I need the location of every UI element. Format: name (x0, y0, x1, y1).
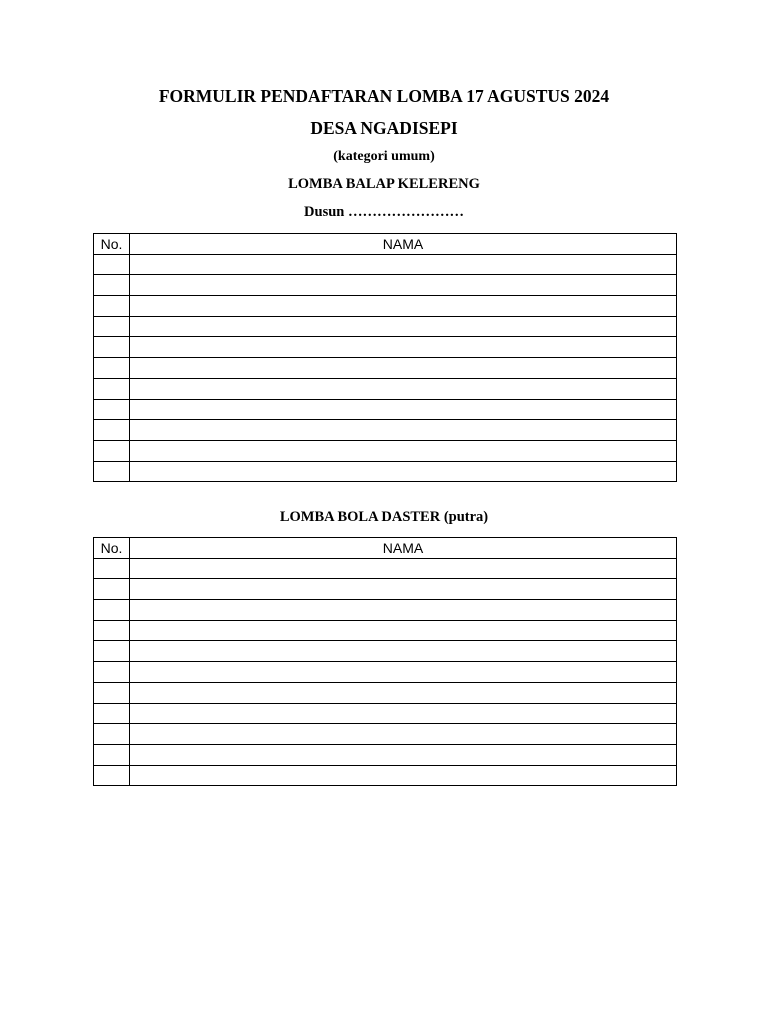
row-name-cell[interactable] (130, 724, 677, 745)
table-row (94, 620, 677, 641)
row-name-cell[interactable] (130, 337, 677, 358)
row-number-cell[interactable] (94, 744, 130, 765)
table-row (94, 399, 677, 420)
row-name-cell[interactable] (130, 600, 677, 621)
table-row (94, 724, 677, 745)
row-number-cell[interactable] (94, 662, 130, 683)
row-name-cell[interactable] (130, 358, 677, 379)
table-row (94, 662, 677, 683)
row-number-cell[interactable] (94, 461, 130, 482)
row-number-cell[interactable] (94, 358, 130, 379)
row-name-cell[interactable] (130, 296, 677, 317)
row-number-cell[interactable] (94, 724, 130, 745)
row-number-cell[interactable] (94, 399, 130, 420)
row-number-cell[interactable] (94, 765, 130, 786)
row-name-cell[interactable] (130, 378, 677, 399)
column-header-name: NAMA (130, 538, 677, 559)
row-name-cell[interactable] (130, 461, 677, 482)
table-row (94, 461, 677, 482)
table-row (94, 316, 677, 337)
row-number-cell[interactable] (94, 440, 130, 461)
category-label: (kategori umum) (333, 149, 435, 164)
row-number-cell[interactable] (94, 558, 130, 579)
table-row (94, 744, 677, 765)
row-name-cell[interactable] (130, 420, 677, 441)
village-name: DESA NGADISEPI (310, 118, 458, 138)
column-header-name: NAMA (130, 234, 677, 255)
row-number-cell[interactable] (94, 275, 130, 296)
registration-table-marbles (93, 233, 677, 482)
table-header-row (94, 234, 677, 255)
row-number-cell[interactable] (94, 620, 130, 641)
row-number-cell[interactable] (94, 703, 130, 724)
row-number-cell[interactable] (94, 316, 130, 337)
table-row (94, 682, 677, 703)
row-name-cell[interactable] (130, 641, 677, 662)
row-name-cell[interactable] (130, 620, 677, 641)
row-number-cell[interactable] (94, 378, 130, 399)
row-name-cell[interactable] (130, 682, 677, 703)
table-row (94, 440, 677, 461)
row-number-cell[interactable] (94, 254, 130, 275)
row-name-cell[interactable] (130, 744, 677, 765)
column-header-no: No. (94, 234, 130, 255)
table-row (94, 600, 677, 621)
table-header-row (94, 538, 677, 559)
row-number-cell[interactable] (94, 579, 130, 600)
row-name-cell[interactable] (130, 316, 677, 337)
row-name-cell[interactable] (130, 440, 677, 461)
table-row (94, 254, 677, 275)
row-number-cell[interactable] (94, 420, 130, 441)
table-row (94, 275, 677, 296)
table-row (94, 641, 677, 662)
row-number-cell[interactable] (94, 600, 130, 621)
column-header-no: No. (94, 538, 130, 559)
table-row (94, 558, 677, 579)
row-name-cell[interactable] (130, 579, 677, 600)
table-row (94, 337, 677, 358)
row-name-cell[interactable] (130, 399, 677, 420)
table-row (94, 703, 677, 724)
registration-table-football (93, 537, 677, 786)
row-name-cell[interactable] (130, 765, 677, 786)
table-row (94, 420, 677, 441)
row-name-cell[interactable] (130, 275, 677, 296)
table-row (94, 378, 677, 399)
row-name-cell[interactable] (130, 558, 677, 579)
dusun-field: Dusun …………………… (304, 204, 464, 220)
table-row (94, 765, 677, 786)
row-number-cell[interactable] (94, 682, 130, 703)
competition-title-marbles: LOMBA BALAP KELERENG (288, 176, 480, 192)
competition-title-football: LOMBA BOLA DASTER (putra) (279, 509, 489, 525)
row-number-cell[interactable] (94, 641, 130, 662)
table-body (94, 558, 677, 786)
row-name-cell[interactable] (130, 703, 677, 724)
row-name-cell[interactable] (130, 662, 677, 683)
row-number-cell[interactable] (94, 296, 130, 317)
row-name-cell[interactable] (130, 254, 677, 275)
row-number-cell[interactable] (94, 337, 130, 358)
table-row (94, 579, 677, 600)
table-body (94, 254, 677, 482)
form-title: FORMULIR PENDAFTARAN LOMBA 17 AGUSTUS 2024 (158, 86, 610, 106)
table-row (94, 296, 677, 317)
table-row (94, 358, 677, 379)
